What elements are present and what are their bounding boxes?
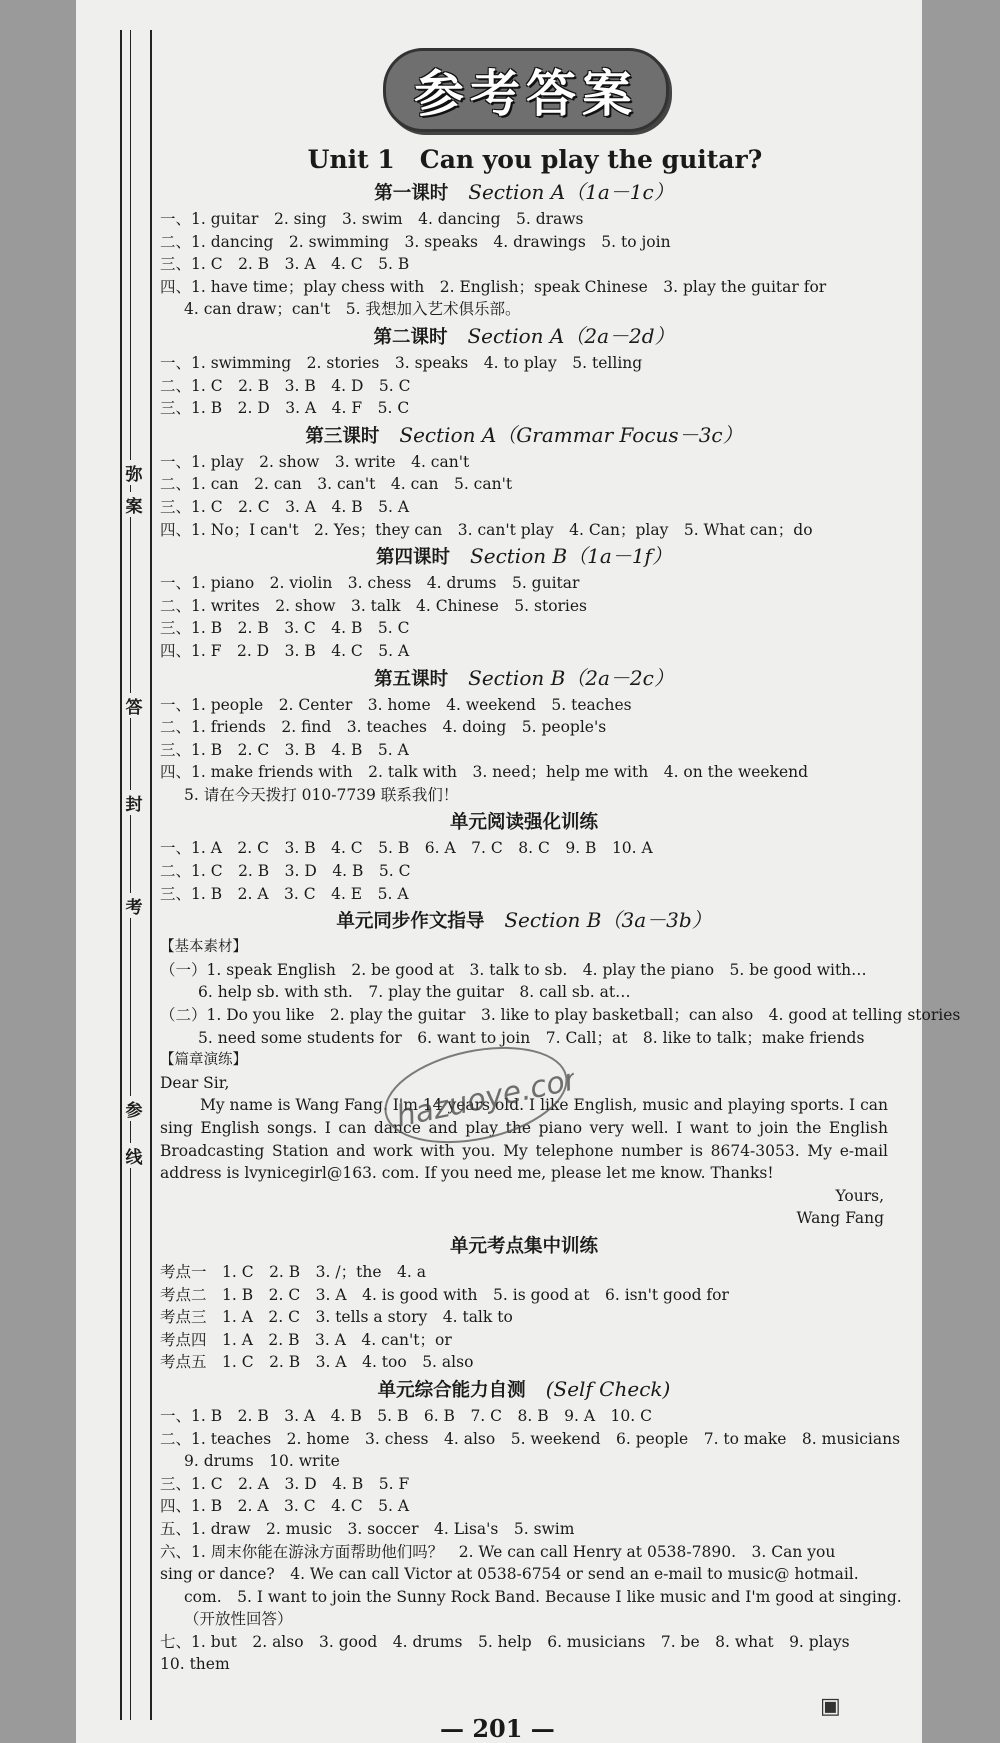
answer-line: 考点二 1. B 2. C 3. A 4. is good with 5. is good at 6. isn't good for [160, 1285, 729, 1304]
answer-key-header [383, 48, 669, 132]
section-heading [160, 808, 888, 836]
answer-line: 【篇章演练】 [160, 1052, 247, 1069]
binding-char: 参 [122, 1096, 146, 1121]
answer-line: 四、1. B 2. A 3. C 4. C 5. A [160, 1497, 410, 1516]
answer-line: 一、1. B 2. B 3. A 4. B 5. B 6. B 7. C 8. B 9. A 10. C [160, 1406, 652, 1425]
section-heading [160, 323, 888, 351]
section-heading-cn: 单元综合能力自测 [377, 1379, 526, 1401]
section-heading-en: (Self Check) [545, 1376, 671, 1401]
answer-line: 一、1. play 2. show 3. write 4. can't [160, 452, 470, 471]
section-heading-cn: 第二课时 [373, 326, 448, 348]
answer-line: 9. drums 10. write [184, 1452, 340, 1471]
answer-line: 六、1. 周末你能在游泳方面帮助他们吗？ 2. We can call Henry at 0538-7890. 3. Can you [160, 1542, 836, 1561]
answer-line: 三、1. C 2. A 3. D 4. B 5. F [160, 1474, 410, 1493]
binding-char: 线 [122, 1143, 146, 1168]
section-heading-cn: 第一课时 [374, 183, 449, 204]
answer-line: 五、1. draw 2. music 3. soccer 4. Lisa's 5. swim [160, 1519, 575, 1538]
section-heading-cn: 单元同步作文指导 [336, 911, 485, 933]
answer-line: 考点五 1. C 2. B 3. A 4. too 5. also [160, 1353, 474, 1372]
answer-line: 四、1. F 2. D 3. B 4. C 5. A [160, 641, 410, 660]
answer-line: com. 5. I want to join the Sunny Rock Band. Because I like music and I'm good at singing. [184, 1587, 902, 1606]
answer-line: 10. them [160, 1655, 230, 1674]
answer-line: 一、1. people 2. Center 3. home 4. weekend 5. teaches [160, 695, 632, 714]
answer-line: 三、1. C 2. B 3. A 4. C 5. B [160, 255, 410, 274]
binding-margin [120, 30, 152, 1720]
answer-line: 一、1. piano 2. violin 3. chess 4. drums 5. guitar [160, 574, 580, 593]
answer-line: （二）1. Do you like 2. play the guitar 3. like to play basketball；can also 4. good at telling stories [160, 1006, 961, 1025]
answer-line: 三、1. C 2. C 3. A 4. B 5. A [160, 497, 410, 516]
section-heading [160, 1232, 888, 1260]
section-heading-en: Section B（2a－2c） [468, 665, 674, 690]
answer-line: 二、1. C 2. B 3. B 4. D 5. C [160, 376, 411, 395]
section-heading-en: Section A（2a－2d） [467, 323, 675, 348]
section-heading [160, 422, 888, 450]
binding-char: 案 [122, 492, 146, 517]
answer-line: 二、1. teaches 2. home 3. chess 4. also 5. weekend 6. people 7. to make 8. musicians [160, 1429, 901, 1448]
section-heading [160, 907, 888, 935]
answer-line: 一、1. swimming 2. stories 3. speaks 4. to play 5. telling [160, 353, 643, 372]
section-heading [160, 543, 888, 571]
answer-line: 【基本素材】 [160, 939, 247, 956]
section-heading-cn: 第四课时 [376, 547, 451, 569]
answer-line: 二、1. writes 2. show 3. talk 4. Chinese 5. stories [160, 596, 588, 615]
answer-line: 一、1. A 2. C 3. B 4. C 5. B 6. A 7. C 8. C 9. B 10. A [160, 839, 653, 858]
section-heading [160, 665, 888, 693]
answer-line: 二、1. dancing 2. swimming 3. speaks 4. drawings 5. to join [160, 232, 671, 251]
header-title: 参考答案 [414, 65, 638, 123]
answer-line: Dear Sir, [160, 1073, 230, 1092]
answer-line: 四、1. make friends with 2. talk with 3. need；help me with 4. on the weekend [160, 763, 809, 782]
binding-char: 弥 [122, 460, 146, 485]
unit-title: Unit 1 Can you play the guitar? [307, 145, 763, 174]
section-heading-en: Section B（1a－1f） [470, 544, 672, 569]
answer-line: 七、1. but 2. also 3. good 4. drums 5. help 6. musicians 7. be 8. what 9. plays [160, 1632, 850, 1651]
section-heading [160, 179, 888, 207]
answer-line: 一、1. guitar 2. sing 3. swim 4. dancing 5. draws [160, 210, 584, 228]
answer-line: 三、1. B 2. A 3. C 4. E 5. A [160, 884, 409, 903]
section-heading-cn: 第五课时 [374, 668, 449, 690]
binding-char: 考 [122, 893, 146, 918]
section-heading-en: Section A（Grammar Focus－3c） [399, 422, 743, 447]
page-number: — 201 — [440, 1714, 555, 1743]
answer-line: 二、1. friends 2. find 3. teaches 4. doing 5. people's [160, 718, 607, 737]
answer-line: 考点三 1. A 2. C 3. tells a story 4. talk to [160, 1308, 513, 1327]
answer-line: 考点一 1. C 2. B 3. /；the 4. a [160, 1262, 426, 1281]
answer-line: 四、1. have time；play chess with 2. English；speak Chinese 3. play the guitar for [160, 277, 827, 296]
binding-line [130, 30, 131, 1720]
answer-line: 三、1. B 2. D 3. A 4. F 5. C [160, 399, 410, 418]
answer-line: My name is Wang Fang. I'm 14 years old. I like English, music and playing sports. I can sing English songs. I can dance and play the piano very well. I want to join the English Broadcasting Station and work with you. My telephone number is 8674-3053. My e-mail address is lvynicegirl@163. com. If you need me, please let me know. Thanks! [160, 1096, 888, 1183]
section-heading-cn: 第三课时 [305, 425, 380, 447]
section-heading [160, 1376, 888, 1404]
binding-char: 封 [122, 790, 146, 815]
section-heading-cn: 单元阅读强化训练 [449, 812, 598, 834]
answer-line: 四、1. No；I can't 2. Yes；they can 3. can't play 4. Can；play 5. What can；do [160, 520, 813, 539]
answer-line: （开放性回答） [184, 1610, 293, 1629]
answer-line: 6. help sb. with sth. 7. play the guitar 8. call sb. at… [198, 983, 631, 1002]
section-heading-cn: 单元考点集中训练 [449, 1235, 598, 1257]
answer-line: 4. can draw；can't 5. 我想加入艺术俱乐部。 [184, 300, 521, 319]
section-heading-en: Section A（1a－1c） [468, 180, 674, 204]
answer-line: 考点四 1. A 2. B 3. A 4. can't；or [160, 1330, 452, 1349]
answer-line: 三、1. B 2. C 3. B 4. B 5. A [160, 740, 409, 759]
answer-line: 5. need some students for 6. want to join 7. Call；at 8. like to talk；make friends [198, 1028, 865, 1047]
answer-content [160, 177, 961, 1676]
watermark-logo: ▣ [820, 1694, 841, 1719]
answer-line: Yours, [835, 1186, 884, 1205]
answer-line: 二、1. C 2. B 3. D 4. B 5. C [160, 862, 411, 881]
binding-char: 答 [122, 693, 146, 718]
svg-text:hazuoye.com: hazuoye.com [393, 1058, 586, 1135]
answer-line: （一）1. speak English 2. be good at 3. talk to sb. 4. play the piano 5. be good with… [160, 960, 867, 979]
answer-line: 三、1. B 2. B 3. C 4. B 5. C [160, 619, 410, 638]
answer-line: 5. 请在今天拨打 010-7739 联系我们！ [184, 785, 459, 804]
section-heading-en: Section B（3a－3b） [504, 908, 712, 933]
answer-line: sing or dance? 4. We can call Victor at 0538-6754 or send an e-mail to music@ hotmail. [160, 1565, 859, 1584]
answer-line: Wang Fang [796, 1209, 884, 1228]
answer-line: 二、1. can 2. can 3. can't 4. can 5. can't [160, 475, 513, 494]
